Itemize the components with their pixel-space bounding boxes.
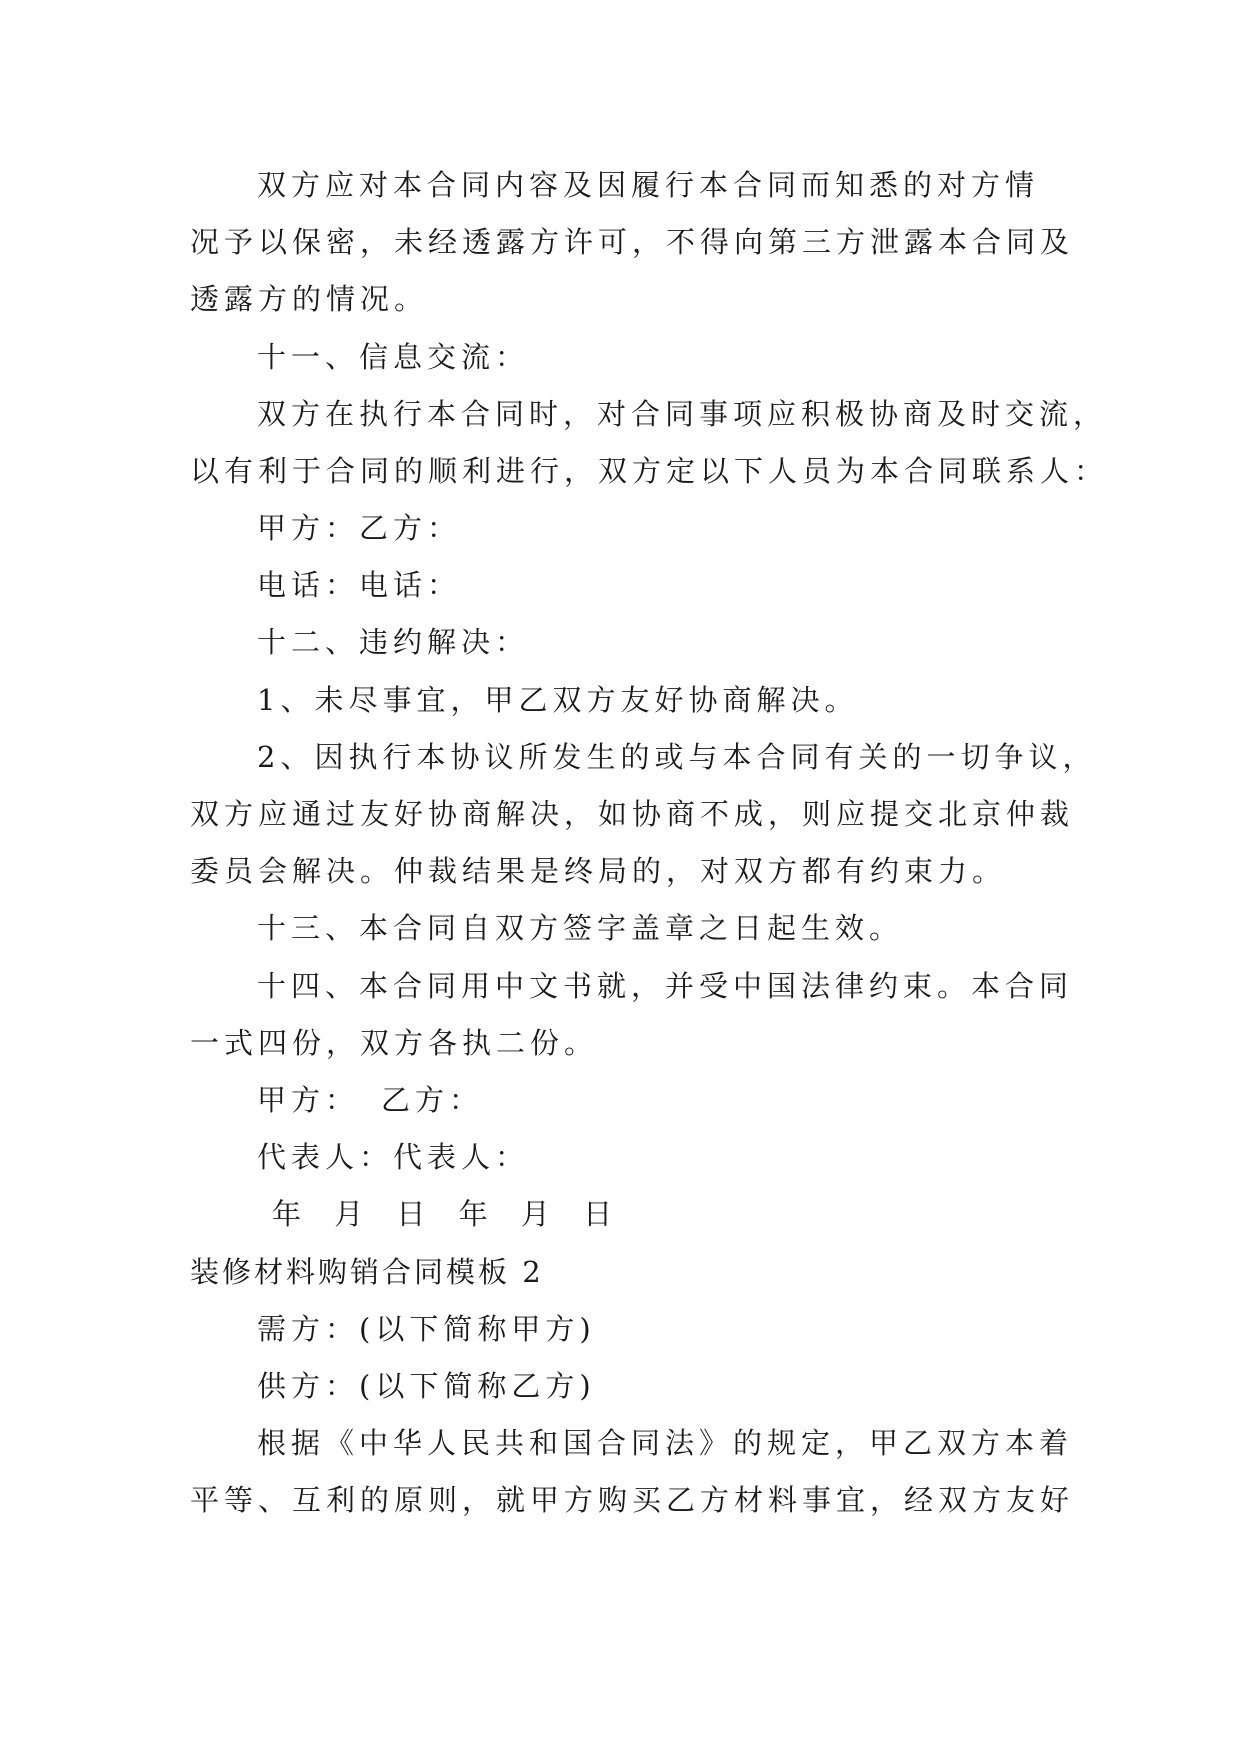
party-b-label: 乙方： bbox=[381, 1083, 484, 1117]
phone-line: 电话：电话： bbox=[257, 568, 462, 602]
buyer-line: 需方：(以下简称甲方) bbox=[257, 1312, 596, 1346]
paragraph-line: 以有利于合同的顺利进行，双方定以下人员为本合同联系人： bbox=[190, 454, 1109, 488]
supplier-line: 供方：(以下简称乙方) bbox=[257, 1369, 596, 1403]
party-line: 甲方：乙方： bbox=[257, 511, 462, 545]
paragraph-line: 透露方的情况。 bbox=[190, 282, 429, 316]
paragraph-line: 1、未尽事宜，甲乙双方友好协商解决。 bbox=[257, 683, 859, 717]
paragraph-line: 双方在执行本合同时，对合同事项应积极协商及时交流， bbox=[257, 397, 1108, 431]
paragraph-line: 双方应通过友好协商解决，如协商不成，则应提交北京仲裁 bbox=[190, 797, 1075, 831]
paragraph-line: 双方应对本合同内容及因履行本合同而知悉的对方情 bbox=[257, 168, 1040, 202]
paragraph-line: 委员会解决。仲裁结果是终局的，对双方都有约束力。 bbox=[190, 854, 1007, 888]
section-heading: 十三、本合同自双方签字盖章之日起生效。 bbox=[257, 911, 904, 945]
signature-party-line bbox=[257, 1080, 483, 1120]
paragraph-line: 平等、互利的原则，就甲方购买乙方材料事宜，经双方友好 bbox=[190, 1483, 1075, 1517]
section-heading: 十一、信息交流： bbox=[257, 340, 530, 374]
date-line: 年 月 日 年 月 日 bbox=[272, 1197, 618, 1231]
section-heading: 十二、违约解决： bbox=[257, 625, 530, 659]
representative-line: 代表人：代表人： bbox=[257, 1140, 530, 1174]
party-a-label: 甲方： bbox=[257, 1083, 360, 1117]
paragraph-line: 一式四份，双方各执二份。 bbox=[190, 1026, 599, 1060]
paragraph-line: 况予以保密，未经透露方许可，不得向第三方泄露本合同及 bbox=[190, 225, 1075, 259]
paragraph-line: 根据《中华人民共和国合同法》的规定，甲乙双方本着 bbox=[257, 1426, 1074, 1460]
document-title: 装修材料购销合同模板 2 bbox=[190, 1255, 544, 1289]
paragraph-line: 2、因执行本协议所发生的或与本合同有关的一切争议， bbox=[257, 740, 1097, 774]
paragraph-line: 十四、本合同用中文书就，并受中国法律约束。本合同 bbox=[257, 969, 1074, 1003]
